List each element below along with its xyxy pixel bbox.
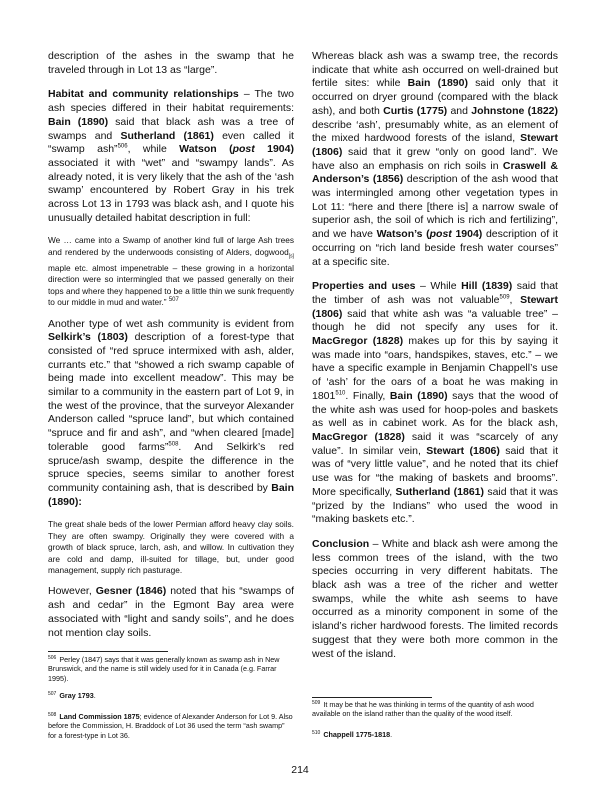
- footnote-divider-right: [312, 697, 432, 698]
- section-heading-habitat: Habitat and community relationships: [48, 88, 239, 101]
- footnote-ref-509: 509: [499, 294, 510, 301]
- footnote-507: $^{507}$ Gray 1793.: [48, 690, 96, 700]
- paragraph-habitat: Habitat and community relationships – The two ash species differed in their habitat requirements: Bain (1890) said that black ash was a tree of swamps and Sutherland (1861) even called it “swamp ash”$^{506}$, while Watson (post 1904) associated it with “wet” and “swampy lands”. As already noted, it is very likely that the ash of the ‘ash swamp’ encountered by Robert Gray in his trek across Lot 13 in 1793 was black ash, and I quote his unusually detailed habitat description in full:: [48, 88, 294, 224]
- right-column: [312, 50, 558, 661]
- block-quote-gray: We … came into a Swamp of another kind full of large Ash trees and rendered by the underwoods consisting of Alders, dogwood$_{[s]}$ maple etc. almost impenetrable – these growing in a horizontal direction were so intermingled that we passed generally on their tops and where they happened to be a little thin we sunk frequently to our middle in mud and water.” $^{507}$: [48, 235, 294, 308]
- footnote-ref-510: 510: [335, 390, 346, 397]
- section-heading-conclusion: Conclusion: [312, 537, 370, 550]
- footnote-510: $^{510}$ Chappell 1775-1818.: [312, 729, 393, 739]
- paragraph-conclusion: Conclusion – White and black ash were among the less common trees of the island, with the two species occurring in very different habitats. The black ash was a tree of the richer and wetter swamps, while the white ash seems to have occurred as a minority component in some of the island’s richer hardwood forests. The limited records suggest that they were both more common in the west of the island.: [312, 537, 558, 660]
- footnote-506: $^{506}$ Perley (1847) says that it was generally known as swamp ash in New Brunswick, and the name is still widely used for it in Canada (e.g. Farrar 1995).: [48, 654, 280, 683]
- block-quote-bain: The great shale beds of the lower Permian afford heavy clay soils. They are often swampy. Originally they were covered with a growth of black spruce, larch, ash, and willow. In cultivation they are cold and damp, ill-suited for tillage, but, under good management, supply rich pasturage.: [48, 519, 294, 575]
- left-column: [48, 50, 294, 640]
- footnote-divider-left: [48, 651, 168, 652]
- footnote-ref-506: 506: [117, 143, 128, 150]
- page-number: 214: [291, 764, 309, 776]
- footnote-ref-507: 507: [168, 297, 179, 304]
- footnote-ref-508: 508: [168, 441, 179, 448]
- footnote-508: $^{508}$ Land Commission 1875; evidence of Alexander Anderson for Lot 9. Also before the Commission, H. Braddock of Lot 36 used the term “ash swamp” for a forest-type in Lot 36.: [48, 711, 293, 740]
- paragraph-gesner: However, Gesner (1846) noted that his “swamps of ash and cedar” in the Egmont Bay area were associated with “light and sandy soils”, and he does not mention clay soils.: [48, 585, 294, 639]
- paragraph-wet-ash-community: Another type of wet ash community is evident from Selkirk’s (1803) description of a forest-type that consisted of “red spruce intermixed with ash, alder, currants etc.” that “showed a rich swamp capable of being made into excellent meadow”. This may be similar to a community in the eastern part of Lot 9, in the west of the province, that the surveyor Alexander Anderson called “spruce land”, but which contained “spruce and fir and ash”, and “when cleared [made] tolerable good farms”$^{508}$. And Selkirk’s red spruce/ash swamp, despite the difference in the spruce species, seems similar to another forest community containing ash, that is described by Bain (1890):: [48, 317, 294, 508]
- paragraph-white-ash-habitat: Whereas black ash was a swamp tree, the records indicate that white ash occurred on well-drained but fertile sites: while Bain (1890) said only that it occurred on dryer ground (compared with the black ash), and both Curtis (1775) and Johnstone (1822) describe ‘ash’, presumably white, as an element of the mixed hardwood forests of the island, Stewart (1806) said that it grew “only on good land”. We have also an emphasis on rich soils in Craswell & Anderson’s (1856) description of the ash wood that was intermingled among other vegetation types in Lot 11: “here and there [there is] a narrow swale of superior ash, the soil of which is rich and fertilizing”, and we have Watson’s (post 1904) description of it occurring on “rich land beside fresh water courses” at a specific site.: [312, 50, 559, 268]
- section-heading-properties: Properties and uses: [312, 280, 416, 293]
- footnote-509: $^{509}$ It may be that he was thinking in terms of the quantity of ash wood available on the island rather than the quality of the wood itself.: [312, 699, 534, 719]
- paragraph-properties-uses: Properties and uses – While Hill (1839) said that the timber of ash was not valuable$^{509}$, Stewart (1806) said that white ash was “a valuable tree” – though he did not specify any uses for it. MacGregor (1828) makes up for this by saying it was made into “oars, handspikes, staves, etc.” – we have a specific example in Benjamin Chappell’s use of ‘ash’ for the oars of a boat he was making in 1801$^{510}$. Finally, Bain (1890) says that the wood of the white ash was used for hoop-poles and baskets as well as in cabinet work. As for the black ash, MacGregor (1828) said it was “scarcely of any value”. In similar vein, Stewart (1806) said that it was of “very little value”, and he noted that its chief use was for “the making of baskets and brooms”. More specifically, Sutherland (1861) said that it was “prized by the Indians” who used the wood in “making baskets etc.”.: [312, 280, 559, 526]
- paragraph-ash-description: description of the ashes in the swamp that he traveled through in Lot 13 as “large”.: [48, 50, 294, 76]
